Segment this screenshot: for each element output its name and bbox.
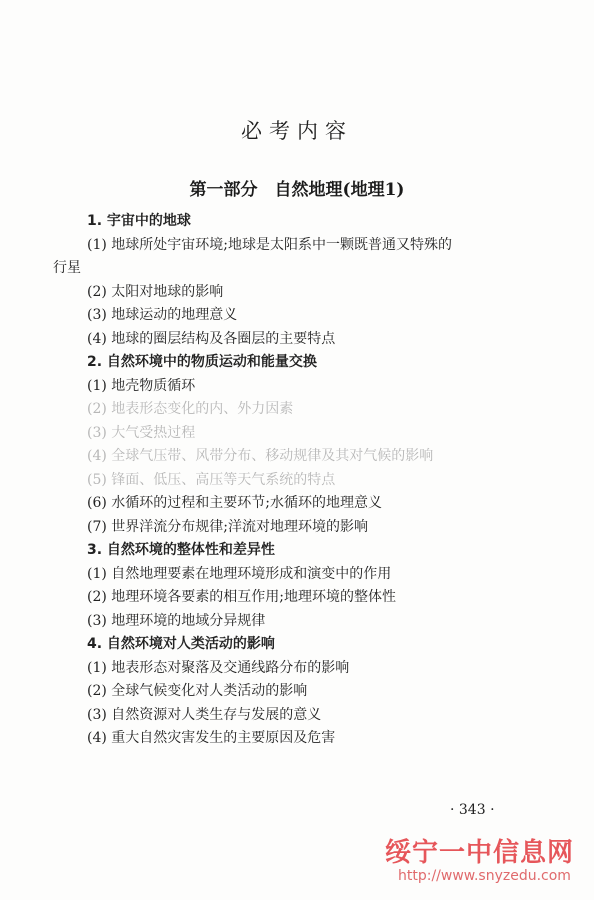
list-item: (7) 世界洋流分布规律;洋流对地理环境的影响 bbox=[87, 518, 368, 535]
list-item: (3) 自然资源对人类生存与发展的意义 bbox=[87, 706, 322, 723]
list-item: (4) 地球的圈层结构及各圈层的主要特点 bbox=[87, 330, 336, 347]
part-heading: 第一部分 自然地理(地理1) bbox=[189, 180, 405, 200]
list-item: (3) 大气受热过程 bbox=[87, 424, 196, 441]
watermark-url: http://www.snyzedu.com bbox=[398, 868, 571, 884]
content bbox=[0, 210, 594, 751]
list-item: (2) 全球气候变化对人类活动的影响 bbox=[87, 683, 308, 699]
section-title: 3. 自然环境的整体性和差异性 bbox=[87, 542, 275, 558]
list-item: (5) 锋面、低压、高压等天气系统的特点 bbox=[87, 471, 336, 488]
watermark-logo: 绥宁一中信息网 bbox=[385, 838, 575, 868]
list-item: (3) 地理环境的地域分异规律 bbox=[87, 612, 266, 629]
list-item: (1) 自然地理要素在地理环境形成和演变中的作用 bbox=[87, 565, 392, 582]
page-number: · 343 · bbox=[450, 802, 495, 818]
section-title: 4. 自然环境对人类活动的影响 bbox=[87, 636, 275, 652]
list-item: (4) 重大自然灾害发生的主要原因及危害 bbox=[87, 730, 336, 746]
list-item: (4) 全球气压带、风带分布、移动规律及其对气候的影响 bbox=[87, 448, 434, 464]
section-title: 2. 自然环境中的物质运动和能量交换 bbox=[87, 354, 317, 370]
list-item: (2) 地理环境各要素的相互作用;地理环境的整体性 bbox=[87, 589, 396, 605]
list-item: (3) 地球运动的地理意义 bbox=[87, 307, 238, 323]
list-item-continuation: 行星 bbox=[53, 260, 81, 276]
list-item: (1) 地表形态对聚落及交通线路分布的影响 bbox=[87, 659, 350, 676]
list-item: (2) 太阳对地球的影响 bbox=[87, 283, 224, 300]
list-item: (2) 地表形态变化的内、外力因素 bbox=[87, 401, 294, 417]
section-title: 1. 宇宙中的地球 bbox=[87, 213, 191, 229]
page-title: 必考内容 bbox=[241, 119, 353, 143]
list-item: (6) 水循环的过程和主要环节;水循环的地理意义 bbox=[87, 495, 382, 511]
list-item: (1) 地壳物质循环 bbox=[87, 377, 196, 394]
list-item: (1) 地球所处宇宙环境;地球是太阳系中一颗既普通又特殊的 bbox=[87, 236, 452, 253]
